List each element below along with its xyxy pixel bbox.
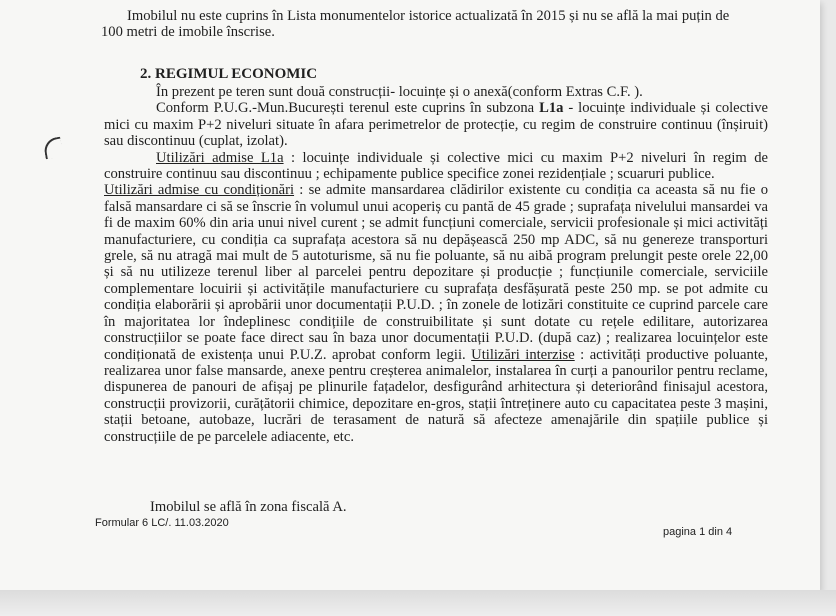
zone-code: L1a: [539, 100, 564, 117]
allowed-uses-label: Utilizări admise L1a: [156, 149, 284, 166]
top-paragraph-line2: 100 metri de imobile înscrise.: [101, 24, 275, 41]
form-identifier: Formular 6 LC/. 11.03.2020: [95, 517, 229, 529]
paragraph-current-state: În prezent pe teren sunt două construcții- locuințe și o anexă(conform Extras C.F. ).: [156, 84, 643, 100]
allowed-uses-text: : locuințe individuale și colective mici cu maxim P+2 niveluri în regim de construire continuu sau discontinuu ; echipamente publice specifice zonei rezidențiale ; scuaruri publice.: [104, 149, 769, 183]
top-paragraph-line1: Imobilul nu este cuprins în Lista monumentelor istorice actualizată în 2015 și nu se află la mai puțin de: [127, 8, 730, 24]
paragraph-pug-zone: [104, 100, 768, 149]
pug-text-a: Conform P.U.G.-Mun.București terenul este cuprins în subzona: [156, 100, 540, 117]
forbidden-uses-text: : activități productive poluante, realizarea unor false mansarde, anexe pentru creșterea animalelor, instalarea în curți a panourilor pentru reclame, dispunerea de panouri de afișaj pe plinurile fațadelor, desfigurând arhitectura și deteriorând finisajul acestora, construcții provizorii, curățătorii chimice, depozitare en-gros, stații întreținere auto cu capacitatea peste 3 mașini, stații betoane, autobaze, lucrări de terasament de natură să afecteze amenajările din spațiile publice și construcțiile de pe parcelele adiacente, etc.: [104, 346, 769, 445]
page-number: pagina 1 din 4: [663, 526, 733, 538]
fiscal-zone-line: Imobilul se află în zona fiscală A.: [150, 499, 347, 515]
pug-text-b: - locuințe individuale și colective mici cu maxim P+2 niveluri situate în afara perimetrelor de protecție, cu regim de construire continuu (înșiruit) sau discontinuu (cuplat, izolat).: [104, 100, 769, 150]
section-heading: 2. REGIMUL ECONOMIC: [140, 66, 318, 82]
paragraph-conditional-uses: [104, 182, 768, 444]
punch-hole-mark: [42, 137, 63, 160]
paragraph-allowed-uses: [104, 150, 768, 183]
conditional-uses-text: : se admite mansardarea clădirilor existente cu condiția ca aceasta să nu fie o falsă mansardare ci să se înscrie în volumul unui acoperiș cu pantă de 45 grade ; suprafața nivelului mansardei va fi de maxim 60% din aria unui nivel curent ; se admit funcțiuni comerciale, servicii profesionale și mici activități manufacturiere, cu condiția ca suprafața acestora să nu depășească 250 mp ADC, să nu genereze transporturi grele, să nu atragă mai mult de 5 autoturisme, să nu fie poluante, să nu aibă program prelungit peste orele 22,00 și să nu utilizeze terenul liber al parcelei pentru depozitare și producție ; funcțiunile comerciale, serviciile complementare locuirii și activitățile manufacturiere cu suprafața desfășurată peste 250 mp. se pot admite cu condiția elaborării și aprobării unor documentații P.U.D. ; în zonele de lotizări constituite ce cuprind parcele care în majoritatea lor îndeplinesc condițiile de construibilitate și sunt dotate cu rețele edilitare, autorizarea construcțiilor se poate face direct sau în baza unor documentații P.U.D. (după caz) ; realizarea locuințelor este condiționată de existența unui P.U.Z. aprobat conform legii.: [104, 182, 769, 363]
forbidden-uses-label: Utilizări interzise: [471, 346, 575, 363]
conditional-uses-label: Utilizări admise cu condiționări: [104, 182, 295, 199]
section-body: [104, 84, 768, 445]
top-paragraph: [101, 8, 771, 41]
background-surface: [0, 590, 836, 616]
